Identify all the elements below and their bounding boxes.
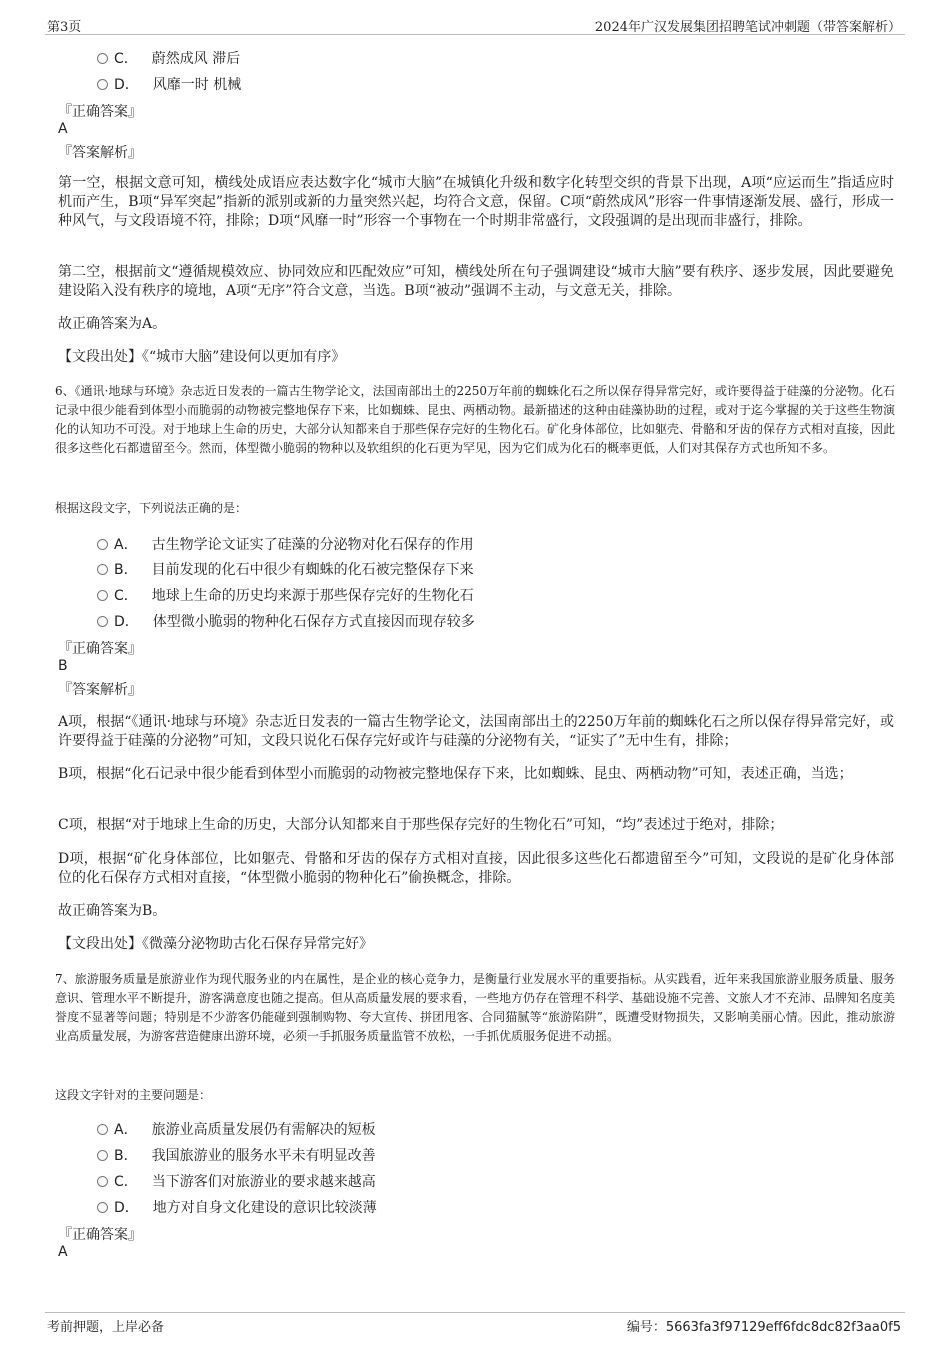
q7-answer: A: [58, 1244, 68, 1260]
q6-analysis-c: C项，根据“对于地球上生命的历史，大部分认知都来自于那些保存完好的生物化石”可知，“均”表述过于绝对，排除；: [58, 817, 784, 833]
q6-answer: B: [58, 658, 68, 674]
q7-stem: 7、旅游服务质量是旅游业作为现代服务业的内在属性，是企业的核心竞争力，是衡量行业发展水平的重要指标。从实践看，近年来我国旅游业服务质量、服务意识、管理水平不断提升，游客满意度也随之提高。但从高质量发展的要求看，一些地方仍存在管理不科学、基础设施不完善、文旅人才不充沛、品牌知名度美誉度不显著等问题；特别是不少游客仍能碰到强制购物、夸大宣传、拼团甩客、合同猫腻等“旅游陷阱”，既遭受财物损失，又影响美丽心情。因此，推动旅游业高质量发展，为游客营造健康出游环境，必须一手抓服务质量监管不放松，一手抓优质服务促进不动摇。: [55, 972, 896, 1043]
q5-option-c[interactable]: C． 蔚然成风 滞后: [97, 48, 240, 68]
footer-slogan: 考前押题，上岸必备: [47, 1320, 165, 1335]
radio-icon[interactable]: [97, 564, 108, 575]
q5-analysis-para-2: 第二空，根据前文“遵循规模效应、协同效应和匹配效应”可知，横线处所在句子强调建设“城市大脑”要有秩序、逐步发展，因此要避免建设陷入没有秩序的境地，A项“无序”符合文意，当选。B项“被动”强调不主动，与文意无关，排除。: [58, 264, 894, 299]
document-code: 编号：5663fa3f97129eff6fdc8dc82f3aa0f5: [626, 1320, 901, 1335]
radio-icon[interactable]: [97, 79, 108, 90]
q6-analysis-a: A项，根据“《通讯·地球与环境》杂志近日发表的一篇古生物学论文，法国南部出土的2250万年前的蜘蛛化石之所以保存得异常完好，或许要得益于硅藻的分泌物”可知，文段只说化石保存完好或许与硅藻的分泌物有关，“证实了”无中生有，排除；: [58, 714, 894, 749]
q5-answer: A: [58, 121, 68, 137]
q6-option-a[interactable]: A． 古生物学论文证实了硅藻的分泌物对化石保存的作用: [97, 534, 474, 554]
q5-source: 【文段出处】《“城市大脑”建设何以更加有序》: [58, 349, 346, 365]
q7-option-d[interactable]: D． 地方对自身文化建设的意识比较淡薄: [97, 1197, 377, 1217]
q5-option-d[interactable]: D． 风靡一时 机械: [97, 74, 241, 94]
radio-icon[interactable]: [97, 53, 108, 64]
q7-prompt: 这段文字针对的主要问题是：: [55, 1088, 212, 1102]
radio-icon[interactable]: [97, 616, 108, 627]
q5-answer-label: 『正确答案』: [58, 104, 142, 120]
q5-analysis-para-1: 第一空，根据文意可知，横线处成语应表达数字化“城市大脑”在城镇化升级和数字化转型交织的背景下出现，A项“应运而生”指适应时机而产生，B项“异军突起”指新的派别或新的力量突然兴起，均符合文意，保留。C项“蔚然成风”形容一件事情逐渐发展、盛行，形成一种风气，与文段语境不符，排除；D项“风靡一时”形容一个事物在一个时期非常盛行，文段强调的是出现而非盛行，排除。: [58, 175, 894, 229]
q7-option-c[interactable]: C． 当下游客们对旅游业的要求越来越高: [97, 1171, 376, 1191]
radio-icon[interactable]: [97, 1176, 108, 1187]
radio-icon[interactable]: [97, 1202, 108, 1213]
q6-analysis-b: B项，根据“化石记录中很少能看到体型小而脆弱的动物被完整地保存下来，比如蜘蛛、昆虫、两栖动物”可知，表述正确，当选；: [58, 766, 853, 782]
radio-icon[interactable]: [97, 1124, 108, 1135]
q6-answer-label: 『正确答案』: [58, 641, 142, 657]
q6-analysis-label: 『答案解析』: [58, 682, 142, 698]
q6-stem: 6、《通讯·地球与环境》杂志近日发表的一篇古生物学论文，法国南部出土的2250万年前的蜘蛛化石之所以保存得异常完好，或许要得益于硅藻的分泌物。化石记录中很少能看到体型小而脆弱的动物被完整地保存下来，比如蜘蛛、昆虫、两栖动物。最新描述的这种由硅藻协助的过程，或对于迄今掌握的关于这些生物演化的认知功不可没。对于地球上生命的历史，大部分认知都来自于那些保存完好的生物化石。矿化身体部位，比如躯壳、骨骼和牙齿的保存方式相对直接，因此很多这些化石都遗留至今。然而，体型微小脆弱的物种以及软组织的化石更为罕见，因为它们成为化石的概率更低，人们对其保存方式也所知不多。: [55, 384, 896, 455]
q6-prompt: 根据这段文字，下列说法正确的是：: [55, 501, 248, 515]
q6-option-b[interactable]: B． 目前发现的化石中很少有蜘蛛的化石被完整保存下来: [97, 559, 474, 579]
q7-answer-label: 『正确答案』: [58, 1227, 142, 1243]
radio-icon[interactable]: [97, 590, 108, 601]
q5-analysis-conclusion: 故正确答案为A。: [58, 316, 167, 332]
radio-icon[interactable]: [97, 539, 108, 550]
q6-source: 【文段出处】《微藻分泌物助古化石保存异常完好》: [58, 936, 373, 952]
q5-analysis-label: 『答案解析』: [58, 145, 142, 161]
q7-option-b[interactable]: B． 我国旅游业的服务水平未有明显改善: [97, 1145, 376, 1165]
page-header: [45, 14, 905, 35]
page-footer: [45, 1312, 905, 1335]
page-number: 第3页: [47, 20, 82, 35]
document-title: 2024年广汉发展集团招聘笔试冲刺题（带答案解析）: [594, 20, 901, 35]
radio-icon[interactable]: [97, 1150, 108, 1161]
q6-option-d[interactable]: D． 体型微小脆弱的物种化石保存方式直接因而现存较多: [97, 611, 475, 631]
q6-analysis-conclusion: 故正确答案为B。: [58, 903, 167, 919]
q6-analysis-d: D项，根据“矿化身体部位，比如躯壳、骨骼和牙齿的保存方式相对直接，因此很多这些化石都遗留至今”可知，文段说的是矿化身体部位的化石保存方式相对直接，“体型微小脆弱的物种化石”偷换概念，排除。: [58, 851, 894, 886]
q6-option-c[interactable]: C． 地球上生命的历史均来源于那些保存完好的生物化石: [97, 585, 474, 605]
q7-option-a[interactable]: A． 旅游业高质量发展仍有需解决的短板: [97, 1119, 376, 1139]
